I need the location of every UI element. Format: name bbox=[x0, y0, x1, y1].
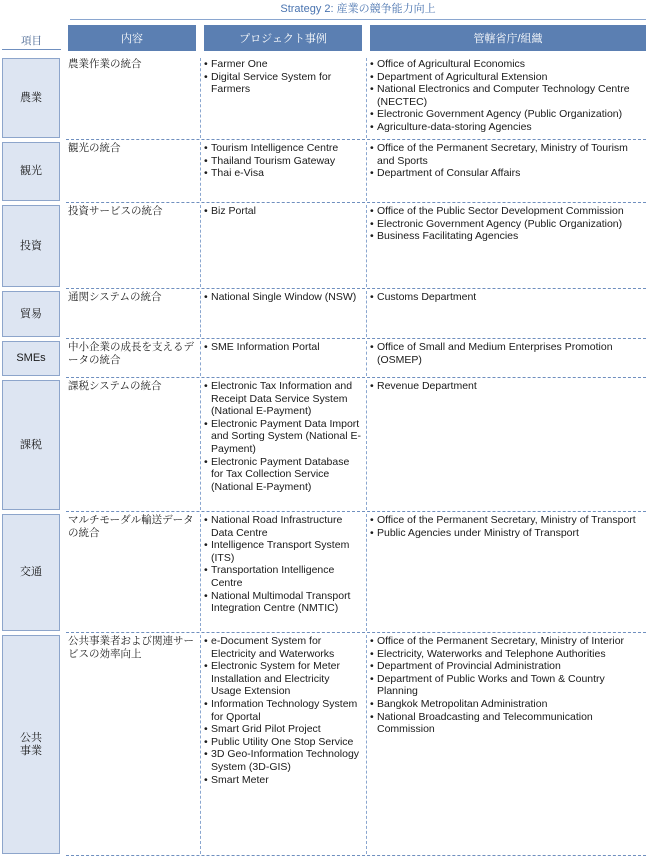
agency-item: • Electronic Government Agency (Public Organization) bbox=[370, 218, 646, 231]
project-item: • Transportation Intelligence Centre bbox=[204, 564, 362, 589]
agency-item: • Agriculture-data-storing Agencies bbox=[370, 121, 646, 134]
project-item: • Electronic Payment Database for Tax Collection Service (National E-Payment) bbox=[204, 456, 362, 494]
agency-item: • Bangkok Metropolitan Administration bbox=[370, 698, 646, 711]
agency-item: • Office of the Permanent Secretary, Ministry of Tourism and Sports bbox=[370, 142, 646, 167]
category-label: 課税 bbox=[2, 380, 60, 510]
project-cell bbox=[204, 341, 362, 354]
column-divider bbox=[366, 205, 367, 287]
project-item: • Farmer One bbox=[204, 58, 362, 71]
agency-item: • National Electronics and Computer Technology Centre (NECTEC) bbox=[370, 83, 646, 108]
agency-cell bbox=[370, 142, 646, 180]
agency-item: • Office of the Permanent Secretary, Ministry of Interior bbox=[370, 635, 646, 648]
project-item: • National Multimodal Transport Integration Centre (NMTIC) bbox=[204, 590, 362, 615]
project-item: • National Single Window (NSW) bbox=[204, 291, 362, 304]
agency-cell bbox=[370, 635, 646, 736]
agency-item: • Electronic Government Agency (Public Organization) bbox=[370, 108, 646, 121]
agency-item: • Office of the Permanent Secretary, Ministry of Transport bbox=[370, 514, 646, 527]
content-cell: 観光の統合 bbox=[68, 142, 121, 154]
strategy-underline bbox=[70, 19, 646, 20]
project-item: • e-Document System for Electricity and Waterworks bbox=[204, 635, 362, 660]
column-divider bbox=[200, 291, 201, 337]
column-divider bbox=[366, 142, 367, 201]
table-row bbox=[0, 633, 650, 856]
project-item: • Intelligence Transport System (ITS) bbox=[204, 539, 362, 564]
category-label: 観光 bbox=[2, 142, 60, 201]
table-row bbox=[0, 378, 650, 512]
column-divider bbox=[200, 514, 201, 631]
category-label: 農業 bbox=[2, 58, 60, 138]
agency-item: • National Broadcasting and Telecommunication Commission bbox=[370, 711, 646, 736]
content-cell: 通関システムの統合 bbox=[68, 291, 162, 303]
column-divider bbox=[200, 205, 201, 287]
project-cell bbox=[204, 635, 362, 786]
column-divider bbox=[366, 291, 367, 337]
agency-item: • Department of Provincial Administration bbox=[370, 660, 646, 673]
agency-item: • Department of Consular Affairs bbox=[370, 167, 646, 180]
table-row bbox=[0, 56, 650, 140]
project-item: • Thailand Tourism Gateway bbox=[204, 155, 362, 168]
category-label: SMEs bbox=[2, 341, 60, 376]
content-column-header: 内容 bbox=[68, 25, 196, 51]
agency-cell bbox=[370, 514, 646, 539]
project-cell bbox=[204, 142, 362, 180]
project-item: • Electronic System for Meter Installation and Electricity Usage Extension bbox=[204, 660, 362, 698]
project-item: • Public Utility One Stop Service bbox=[204, 736, 362, 749]
project-item: • Smart Meter bbox=[204, 774, 362, 787]
column-divider bbox=[366, 380, 367, 510]
agency-cell bbox=[370, 291, 646, 304]
agency-item: • Office of Agricultural Economics bbox=[370, 58, 646, 71]
content-cell: 公共事業者および関連サービスの効率向上 bbox=[68, 635, 194, 660]
table-row bbox=[0, 289, 650, 339]
project-cell bbox=[204, 380, 362, 493]
project-item: • 3D Geo-Information Technology System (3D-GIS) bbox=[204, 748, 362, 773]
strategy-title: Strategy 2: 産業の競争能力向上 bbox=[280, 3, 436, 15]
agency-item: • Department of Public Works and Town & Country Planning bbox=[370, 673, 646, 698]
project-item: • Information Technology System for Qportal bbox=[204, 698, 362, 723]
project-item: • Smart Grid Pilot Project bbox=[204, 723, 362, 736]
project-item: • Electronic Payment Data Import and Sorting System (National E-Payment) bbox=[204, 418, 362, 456]
agency-cell bbox=[370, 380, 646, 393]
agency-item: • Business Facilitating Agencies bbox=[370, 230, 646, 243]
category-label: 交通 bbox=[2, 514, 60, 631]
item-header-underline bbox=[2, 49, 61, 50]
agency-item: • Electricity, Waterworks and Telephone Authorities bbox=[370, 648, 646, 661]
table-row bbox=[0, 339, 650, 378]
content-cell: 課税システムの統合 bbox=[68, 380, 162, 392]
agency-item: • Office of the Public Sector Development Commission bbox=[370, 205, 646, 218]
project-item: • National Road Infrastructure Data Centre bbox=[204, 514, 362, 539]
content-cell: マルチモーダル輸送データの統合 bbox=[68, 514, 194, 539]
item-column-header: 項目 bbox=[21, 35, 42, 47]
project-item: • Biz Portal bbox=[204, 205, 362, 218]
column-divider bbox=[200, 380, 201, 510]
column-divider bbox=[200, 341, 201, 376]
column-divider bbox=[366, 58, 367, 138]
agency-item: • Office of Small and Medium Enterprises Promotion (OSMEP) bbox=[370, 341, 646, 366]
content-cell: 中小企業の成長を支えるデータの統合 bbox=[68, 341, 194, 366]
column-divider bbox=[200, 58, 201, 138]
project-item: • Thai e-Visa bbox=[204, 167, 362, 180]
agency-item: • Revenue Department bbox=[370, 380, 646, 393]
column-divider bbox=[366, 341, 367, 376]
project-cell bbox=[204, 514, 362, 615]
category-label: 貿易 bbox=[2, 291, 60, 337]
project-cell bbox=[204, 58, 362, 96]
project-cell bbox=[204, 291, 362, 304]
agency-item: • Public Agencies under Ministry of Transport bbox=[370, 527, 646, 540]
table-row bbox=[0, 512, 650, 633]
table-row bbox=[0, 203, 650, 289]
table-row bbox=[0, 140, 650, 203]
project-item: • Tourism Intelligence Centre bbox=[204, 142, 362, 155]
column-divider bbox=[200, 142, 201, 201]
agency-item: • Customs Department bbox=[370, 291, 646, 304]
category-label: 投資 bbox=[2, 205, 60, 287]
agency-cell bbox=[370, 341, 646, 366]
project-cell bbox=[204, 205, 362, 218]
agency-item: • Department of Agricultural Extension bbox=[370, 71, 646, 84]
content-cell: 農業作業の統合 bbox=[68, 58, 142, 70]
content-cell: 投資サービスの統合 bbox=[68, 205, 163, 217]
agency-cell bbox=[370, 58, 646, 134]
project-item: • Digital Service System for Farmers bbox=[204, 71, 362, 96]
column-divider bbox=[200, 635, 201, 854]
agency-column-header: 管轄省庁/組織 bbox=[370, 25, 646, 51]
agency-cell bbox=[370, 205, 646, 243]
column-divider bbox=[366, 514, 367, 631]
category-label-text: 公共事業 bbox=[20, 731, 42, 757]
project-item: • Electronic Tax Information and Receipt Data Service System (National E-Payment) bbox=[204, 380, 362, 418]
project-item: • SME Information Portal bbox=[204, 341, 362, 354]
column-divider bbox=[366, 635, 367, 854]
category-label bbox=[2, 635, 60, 854]
project-column-header: プロジェクト事例 bbox=[204, 25, 362, 51]
